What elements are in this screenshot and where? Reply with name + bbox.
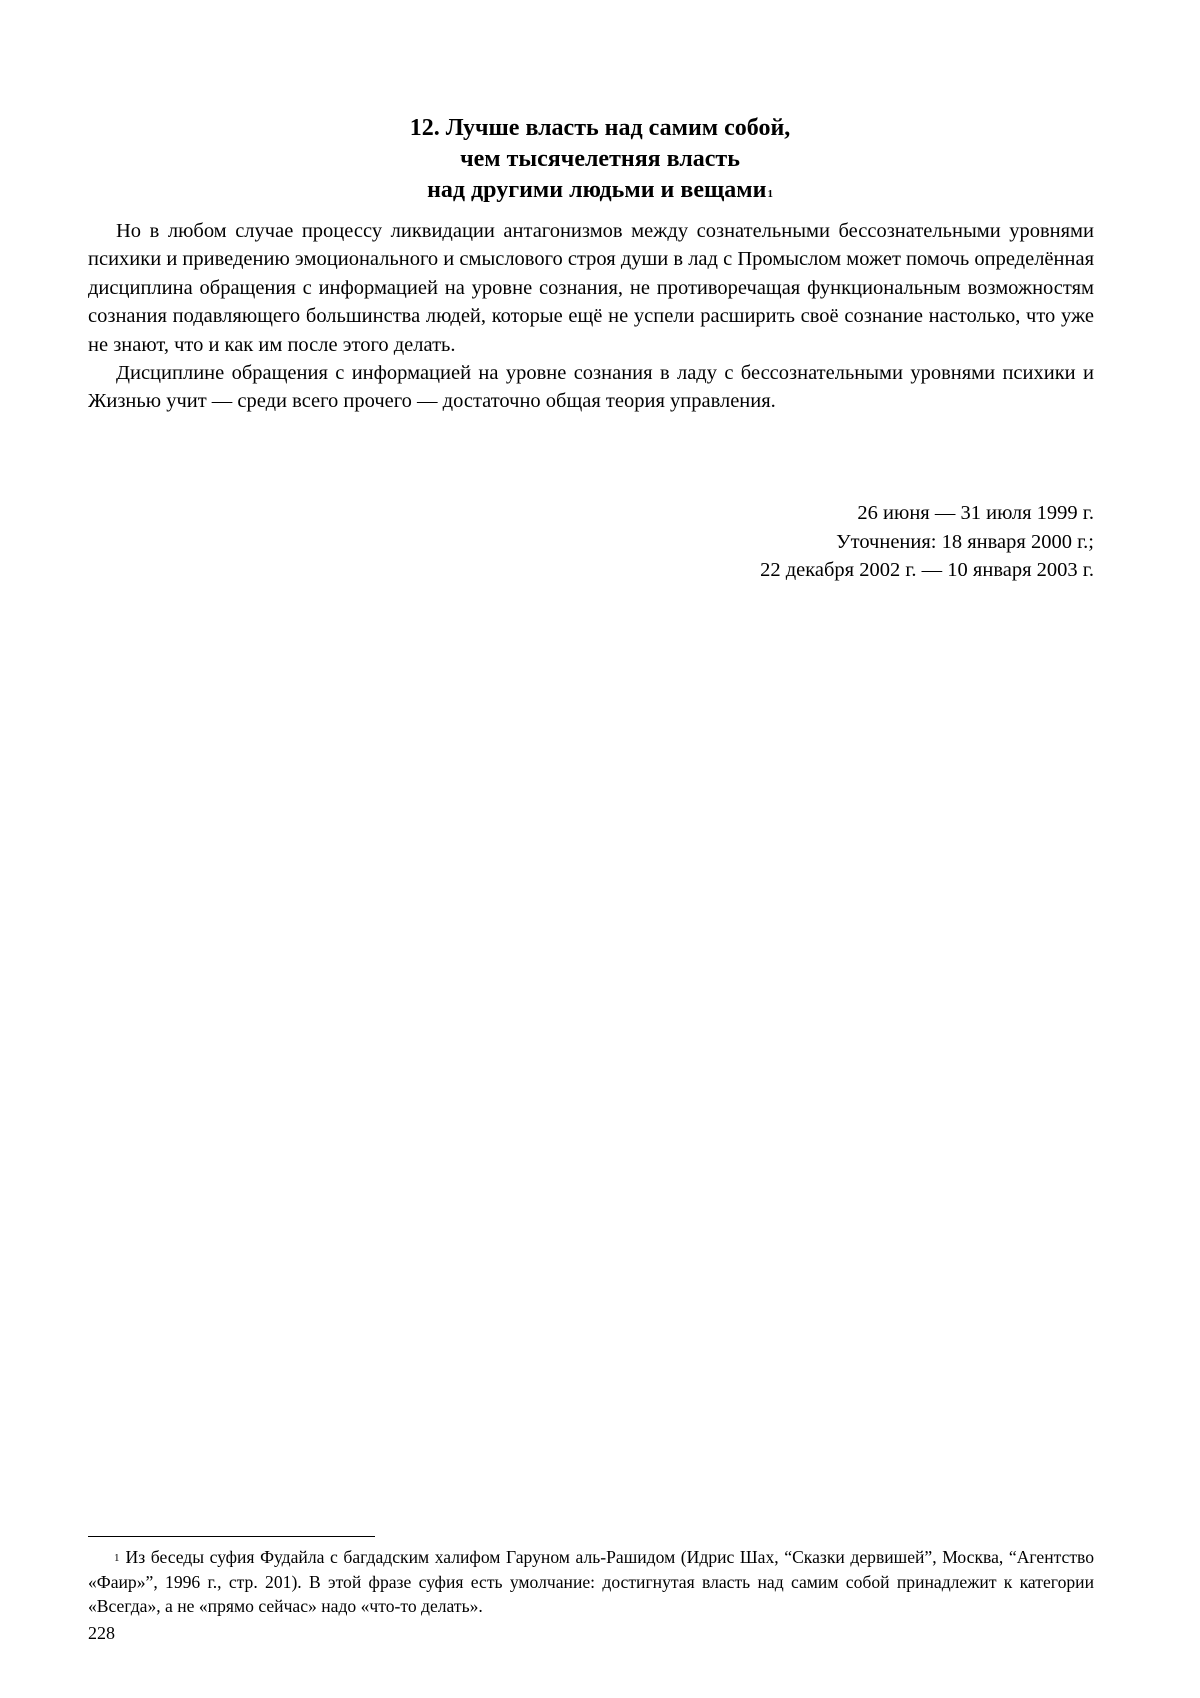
heading-line-3-text: над другими людьми и вещами	[427, 177, 767, 203]
heading-line-3	[0, 175, 1200, 206]
page-number: 228	[88, 1623, 115, 1643]
body-text	[88, 217, 1094, 416]
date-line-2: Уточнения: 18 января 2000 г.;	[836, 530, 1094, 553]
footnote-separator	[88, 1536, 375, 1537]
footnote	[88, 1545, 1094, 1619]
paragraph-2: Дисциплине обращения с информацией на уровне сознания в ладу с бессознательными уровнями психики и Жизнью учит — среди всего прочего — достаточно общая теория управления.	[88, 362, 1094, 413]
footnote-marker: 1	[114, 1552, 120, 1564]
date-line-3: 22 декабря 2002 г. — 10 января 2003 г.	[760, 559, 1094, 582]
date-line-1: 26 июня — 31 июля 1999 г.	[857, 502, 1094, 524]
date-signature	[760, 499, 1094, 585]
heading-line-1: 12. Лучше власть над самим собой,	[409, 115, 791, 141]
heading-footnote-marker[interactable]: 1	[767, 188, 773, 200]
section-heading	[0, 113, 1200, 206]
paragraph-1: Но в любом случае процессу ликвидации антагонизмов между сознательными бессознательными уровнями психики и приведению эмоционального и смыслового строя души в лад с Промыслом может помочь определённая дисциплина обращения с информацией на уровне сознания, не противоречащая функциональным возможностям сознания подавляющего большинства людей, которые ещё не успели расширить своё сознание настолько, что уже не знают, что и как им после этого делать.	[88, 220, 1094, 356]
heading-line-2: чем тысячелетняя власть	[460, 146, 740, 172]
footnote-text: Из беседы суфия Фудайла с багдадским халифом Гаруном аль-Рашидом (Идрис Шах, “Сказки дервишей”, Москва, “Агентство «Фаир»”, 1996 г., стр. 201). В этой фразе суфия есть умолчание: достигнутая власть над самим собой принадлежит к категории «Всегда», а не «прямо сейчас» надо «что-то делать».	[88, 1547, 1094, 1616]
